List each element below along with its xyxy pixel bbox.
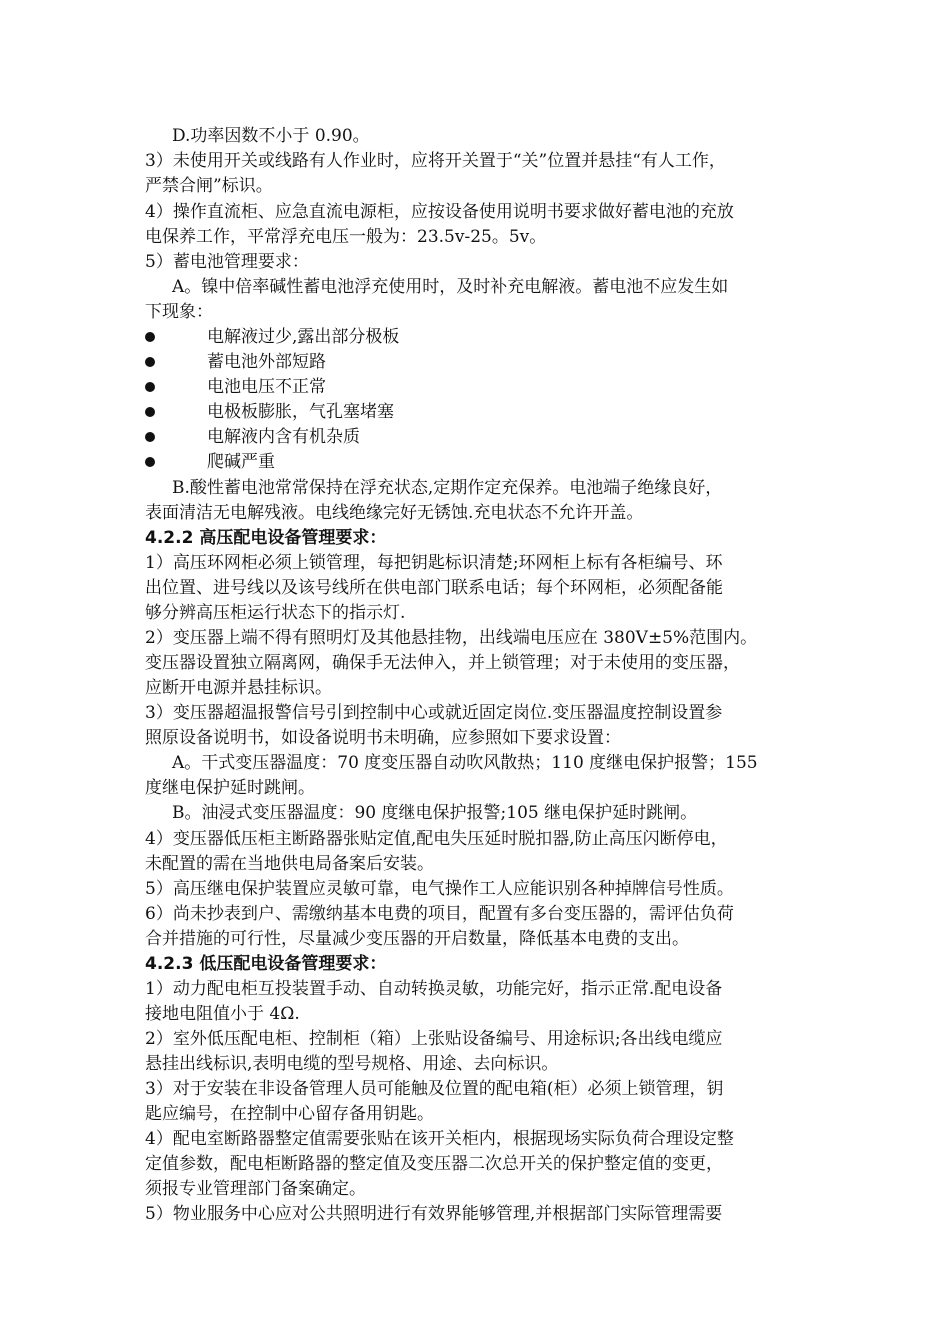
text-line: 4）变压器低压柜主断路器张贴定值,配电失压延时脱扣器,防止高压闪断停电， [145, 829, 728, 849]
text-line: 3）未使用开关或线路有人作业时，应将开关置于“关”位置并悬挂“有人工作， [145, 151, 726, 171]
text-line: 3）变压器超温报警信号引到控制中心或就近固定岗位.变压器温度控制设置参 [145, 703, 723, 723]
text-line: 未配置的需在当地供电局备案后安装。 [145, 854, 434, 874]
bullet-dot-icon [145, 432, 155, 442]
section-heading: 4.2.2 高压配电设备管理要求： [145, 528, 387, 548]
text-line: 5）物业服务中心应对公共照明进行有效界能够管理,并根据部门实际管理需要 [145, 1204, 723, 1224]
text-line: 照原设备说明书，如设备说明书未明确，应参照如下要求设置： [145, 728, 621, 748]
bullet-item [145, 400, 394, 424]
bullet-dot-icon [145, 357, 155, 367]
text-line: 4）操作直流柜、应急直流电源柜，应按设备使用说明书要求做好蓄电池的充放 [145, 202, 734, 222]
text-line: 匙应编号，在控制中心留存备用钥匙。 [145, 1104, 434, 1124]
bullet-dot-icon [145, 457, 155, 467]
bullet-item [145, 425, 360, 449]
text-line: A。干式变压器温度：70 度变压器自动吹风散热；110 度继电保护报警；155 [172, 753, 758, 773]
text-line: 应断开电源并悬挂标识。 [145, 678, 332, 698]
text-line: 1）高压环网柜必须上锁管理，每把钥匙标识清楚;环网柜上标有各柜编号、环 [145, 553, 723, 573]
bullet-text: 电池电压不正常 [207, 377, 326, 397]
bullet-text: 电极板膨胀，气孔塞堵塞 [207, 402, 394, 422]
bullet-dot-icon [145, 332, 155, 342]
text-line: 悬挂出线标识,表明电缆的型号规格、用途、去向标识。 [145, 1054, 559, 1074]
text-line: 5）蓄电池管理要求： [145, 252, 309, 272]
bullet-text: 蓄电池外部短路 [207, 352, 326, 372]
text-line: 2）变压器上端不得有照明灯及其他悬挂物，出线端电压应在 380V±5%范围内。 [145, 628, 758, 648]
bullet-item [145, 325, 399, 349]
text-line: 接地电阻值小于 4Ω. [145, 1004, 300, 1024]
bullet-item [145, 375, 326, 399]
text-line: B.酸性蓄电池常常保持在浮充状态,定期作定充保养。电池端子绝缘良好， [172, 478, 723, 498]
text-line: A。镍中倍率碱性蓄电池浮充使用时，及时补充电解液。蓄电池不应发生如 [172, 277, 729, 297]
bullet-dot-icon [145, 382, 155, 392]
text-line: 3）对于安装在非设备管理人员可能触及位置的配电箱(柜）必须上锁管理，钥 [145, 1079, 724, 1099]
text-line: 合并措施的可行性，尽量减少变压器的开启数量，降低基本电费的支出。 [145, 929, 689, 949]
text-line: 5）高压继电保护装置应灵敏可靠，电气操作工人应能识别各种掉牌信号性质。 [145, 879, 734, 899]
bullet-item [145, 450, 275, 474]
text-line: 表面清洁无电解残液。电线绝缘完好无锈蚀.充电状态不允许开盖。 [145, 503, 644, 523]
text-line: 度继电保护延时跳闸。 [145, 778, 315, 798]
text-line: 下现象： [145, 302, 213, 322]
bullet-dot-icon [145, 407, 155, 417]
bullet-text: 电解液内含有机杂质 [207, 427, 360, 447]
text-line: 定值参数，配电柜断路器的整定值及变压器二次总开关的保护整定值的变更， [145, 1154, 723, 1174]
text-line: 严禁合闸”标识。 [145, 176, 273, 196]
bullet-text: 电解液过少,露出部分极板 [207, 327, 400, 347]
bullet-text: 爬碱严重 [207, 452, 275, 472]
text-line: D.功率因数不小于 0.90。 [172, 126, 370, 146]
text-line: 出位置、进号线以及该号线所在供电部门联系电话；每个环网柜，必须配备能 [145, 578, 723, 598]
text-line: 1）动力配电柜互投装置手动、自动转换灵敏，功能完好，指示正常.配电设备 [145, 979, 723, 999]
text-line: 6）尚未抄表到户、需缴纳基本电费的项目，配置有多台变压器的，需评估负荷 [145, 904, 734, 924]
section-heading: 4.2.3 低压配电设备管理要求： [145, 954, 387, 974]
text-line: 2）室外低压配电柜、控制柜（箱）上张贴设备编号、用途标识;各出线电缆应 [145, 1029, 723, 1049]
text-line: 4）配电室断路器整定值需要张贴在该开关柜内，根据现场实际负荷合理设定整 [145, 1129, 734, 1149]
bullet-item [145, 350, 326, 374]
text-line: B。油浸式变压器温度：90 度继电保护报警;105 继电保护延时跳闸。 [172, 803, 698, 823]
text-line: 变压器设置独立隔离网，确保手无法伸入，并上锁管理；对于未使用的变压器， [145, 653, 740, 673]
text-line: 电保养工作，平常浮充电压一般为：23.5v-25。5v。 [145, 227, 547, 247]
text-line: 须报专业管理部门备案确定。 [145, 1179, 366, 1199]
text-line: 够分辨高压柜运行状态下的指示灯. [145, 603, 406, 623]
